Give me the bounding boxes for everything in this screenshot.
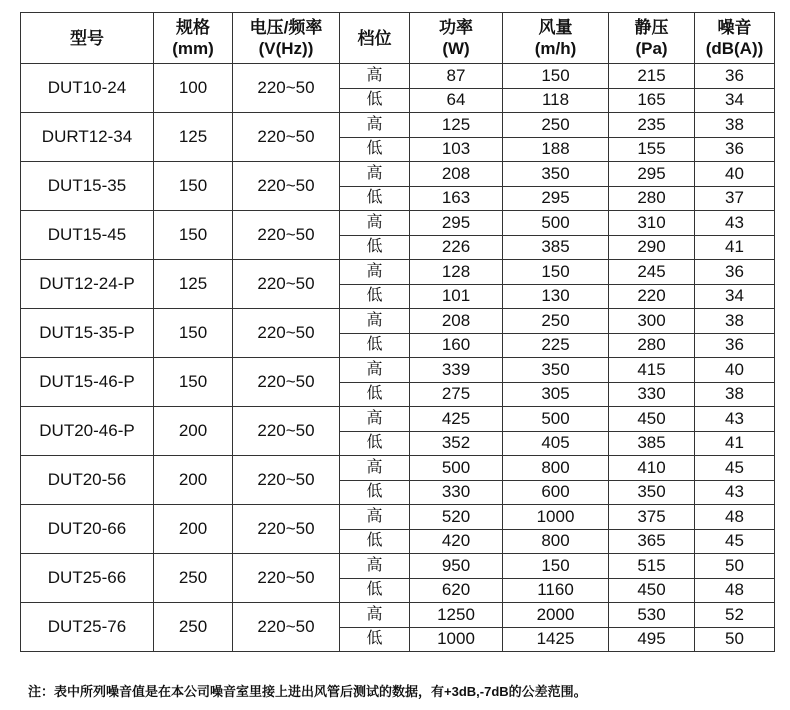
noise-value: 50 [695, 627, 775, 652]
power-value: 520 [410, 505, 503, 530]
level-value: 高 [340, 64, 410, 89]
airflow-value: 130 [503, 284, 609, 309]
header-noise: 噪音 (dB(A)) [695, 13, 775, 64]
power-value: 208 [410, 162, 503, 187]
voltage-value: 220~50 [233, 505, 340, 554]
model-name: DUT20-66 [21, 505, 154, 554]
pressure-value: 450 [609, 407, 695, 432]
level-value: 高 [340, 260, 410, 285]
pressure-value: 215 [609, 64, 695, 89]
level-value: 高 [340, 211, 410, 236]
airflow-value: 500 [503, 407, 609, 432]
level-value: 低 [340, 333, 410, 358]
pressure-value: 375 [609, 505, 695, 530]
model-name: DUT20-46-P [21, 407, 154, 456]
table-row [21, 211, 775, 236]
noise-value: 40 [695, 358, 775, 383]
level-value: 低 [340, 186, 410, 211]
airflow-value: 385 [503, 235, 609, 260]
pressure-value: 495 [609, 627, 695, 652]
power-value: 352 [410, 431, 503, 456]
table-row [21, 407, 775, 432]
model-name: DUT12-24-P [21, 260, 154, 309]
power-value: 1000 [410, 627, 503, 652]
header-airflow: 风量 (m/h) [503, 13, 609, 64]
airflow-value: 350 [503, 162, 609, 187]
table-row [21, 64, 775, 89]
noise-value: 38 [695, 113, 775, 138]
power-value: 64 [410, 88, 503, 113]
noise-value: 41 [695, 235, 775, 260]
voltage-value: 220~50 [233, 358, 340, 407]
voltage-value: 220~50 [233, 211, 340, 260]
noise-value: 37 [695, 186, 775, 211]
voltage-value: 220~50 [233, 407, 340, 456]
airflow-value: 800 [503, 456, 609, 481]
airflow-value: 250 [503, 113, 609, 138]
pressure-value: 300 [609, 309, 695, 334]
power-value: 500 [410, 456, 503, 481]
header-level: 档位 [340, 13, 410, 64]
airflow-value: 118 [503, 88, 609, 113]
voltage-value: 220~50 [233, 309, 340, 358]
size-value: 125 [154, 113, 233, 162]
model-name: DUT20-56 [21, 456, 154, 505]
noise-value: 38 [695, 382, 775, 407]
noise-value: 52 [695, 603, 775, 628]
level-value: 低 [340, 382, 410, 407]
spec-table [20, 12, 775, 652]
size-value: 125 [154, 260, 233, 309]
size-value: 200 [154, 407, 233, 456]
airflow-value: 1000 [503, 505, 609, 530]
pressure-value: 310 [609, 211, 695, 236]
pressure-value: 220 [609, 284, 695, 309]
level-value: 高 [340, 113, 410, 138]
airflow-value: 150 [503, 260, 609, 285]
pressure-value: 280 [609, 333, 695, 358]
voltage-value: 220~50 [233, 554, 340, 603]
power-value: 128 [410, 260, 503, 285]
voltage-value: 220~50 [233, 64, 340, 113]
level-value: 低 [340, 431, 410, 456]
power-value: 125 [410, 113, 503, 138]
power-value: 1250 [410, 603, 503, 628]
power-value: 160 [410, 333, 503, 358]
pressure-value: 155 [609, 137, 695, 162]
noise-value: 48 [695, 505, 775, 530]
airflow-value: 188 [503, 137, 609, 162]
pressure-value: 165 [609, 88, 695, 113]
pressure-value: 385 [609, 431, 695, 456]
model-name: DUT25-76 [21, 603, 154, 652]
voltage-value: 220~50 [233, 456, 340, 505]
airflow-value: 1160 [503, 578, 609, 603]
airflow-value: 295 [503, 186, 609, 211]
table-row [21, 456, 775, 481]
noise-value: 43 [695, 211, 775, 236]
pressure-value: 365 [609, 529, 695, 554]
power-value: 226 [410, 235, 503, 260]
table-row [21, 603, 775, 628]
level-value: 高 [340, 554, 410, 579]
pressure-value: 330 [609, 382, 695, 407]
pressure-value: 245 [609, 260, 695, 285]
noise-value: 45 [695, 529, 775, 554]
table-row [21, 113, 775, 138]
header-row [21, 13, 775, 64]
voltage-value: 220~50 [233, 603, 340, 652]
airflow-value: 225 [503, 333, 609, 358]
level-value: 高 [340, 162, 410, 187]
noise-value: 36 [695, 260, 775, 285]
table-body [21, 64, 775, 652]
airflow-value: 1425 [503, 627, 609, 652]
airflow-value: 500 [503, 211, 609, 236]
table-row [21, 309, 775, 334]
noise-value: 43 [695, 407, 775, 432]
model-name: DURT12-34 [21, 113, 154, 162]
noise-value: 36 [695, 333, 775, 358]
voltage-value: 220~50 [233, 162, 340, 211]
level-value: 低 [340, 235, 410, 260]
table-row [21, 260, 775, 285]
pressure-value: 350 [609, 480, 695, 505]
level-value: 低 [340, 137, 410, 162]
level-value: 高 [340, 603, 410, 628]
power-value: 208 [410, 309, 503, 334]
pressure-value: 410 [609, 456, 695, 481]
size-value: 200 [154, 456, 233, 505]
power-value: 950 [410, 554, 503, 579]
level-value: 高 [340, 309, 410, 334]
table-row [21, 505, 775, 530]
pressure-value: 450 [609, 578, 695, 603]
power-value: 163 [410, 186, 503, 211]
pressure-value: 290 [609, 235, 695, 260]
noise-value: 48 [695, 578, 775, 603]
voltage-value: 220~50 [233, 260, 340, 309]
power-value: 103 [410, 137, 503, 162]
power-value: 87 [410, 64, 503, 89]
power-value: 420 [410, 529, 503, 554]
power-value: 620 [410, 578, 503, 603]
pressure-value: 235 [609, 113, 695, 138]
header-voltage: 电压/频率 (V(Hz)) [233, 13, 340, 64]
power-value: 295 [410, 211, 503, 236]
level-value: 低 [340, 480, 410, 505]
airflow-value: 150 [503, 64, 609, 89]
pressure-value: 530 [609, 603, 695, 628]
airflow-value: 2000 [503, 603, 609, 628]
pressure-value: 515 [609, 554, 695, 579]
noise-value: 36 [695, 137, 775, 162]
level-value: 低 [340, 627, 410, 652]
size-value: 150 [154, 358, 233, 407]
noise-value: 45 [695, 456, 775, 481]
level-value: 高 [340, 358, 410, 383]
size-value: 250 [154, 554, 233, 603]
pressure-value: 280 [609, 186, 695, 211]
header-power: 功率 (W) [410, 13, 503, 64]
noise-value: 34 [695, 284, 775, 309]
noise-value: 50 [695, 554, 775, 579]
power-value: 101 [410, 284, 503, 309]
header-pressure: 静压 (Pa) [609, 13, 695, 64]
header-size: 规格 (mm) [154, 13, 233, 64]
noise-value: 34 [695, 88, 775, 113]
noise-value: 43 [695, 480, 775, 505]
table-row [21, 162, 775, 187]
pressure-value: 295 [609, 162, 695, 187]
size-value: 150 [154, 211, 233, 260]
size-value: 150 [154, 162, 233, 211]
airflow-value: 405 [503, 431, 609, 456]
level-value: 高 [340, 407, 410, 432]
airflow-value: 250 [503, 309, 609, 334]
model-name: DUT10-24 [21, 64, 154, 113]
table-row [21, 358, 775, 383]
airflow-value: 305 [503, 382, 609, 407]
noise-value: 40 [695, 162, 775, 187]
header-model: 型号 [21, 13, 154, 64]
size-value: 100 [154, 64, 233, 113]
model-name: DUT15-35 [21, 162, 154, 211]
model-name: DUT15-46-P [21, 358, 154, 407]
level-value: 低 [340, 88, 410, 113]
model-name: DUT15-45 [21, 211, 154, 260]
noise-value: 41 [695, 431, 775, 456]
size-value: 150 [154, 309, 233, 358]
size-value: 250 [154, 603, 233, 652]
level-value: 高 [340, 505, 410, 530]
level-value: 低 [340, 578, 410, 603]
power-value: 330 [410, 480, 503, 505]
airflow-value: 800 [503, 529, 609, 554]
airflow-value: 150 [503, 554, 609, 579]
noise-value: 38 [695, 309, 775, 334]
level-value: 低 [340, 284, 410, 309]
airflow-value: 600 [503, 480, 609, 505]
level-value: 低 [340, 529, 410, 554]
model-name: DUT25-66 [21, 554, 154, 603]
power-value: 339 [410, 358, 503, 383]
power-value: 275 [410, 382, 503, 407]
airflow-value: 350 [503, 358, 609, 383]
power-value: 425 [410, 407, 503, 432]
pressure-value: 415 [609, 358, 695, 383]
model-name: DUT15-35-P [21, 309, 154, 358]
noise-value: 36 [695, 64, 775, 89]
table-row [21, 554, 775, 579]
footnote: 注：表中所列噪音值是在本公司噪音室里接上进出风管后测试的数据，有+3dB,-7dB的公差范围。 [28, 684, 587, 699]
level-value: 高 [340, 456, 410, 481]
size-value: 200 [154, 505, 233, 554]
voltage-value: 220~50 [233, 113, 340, 162]
